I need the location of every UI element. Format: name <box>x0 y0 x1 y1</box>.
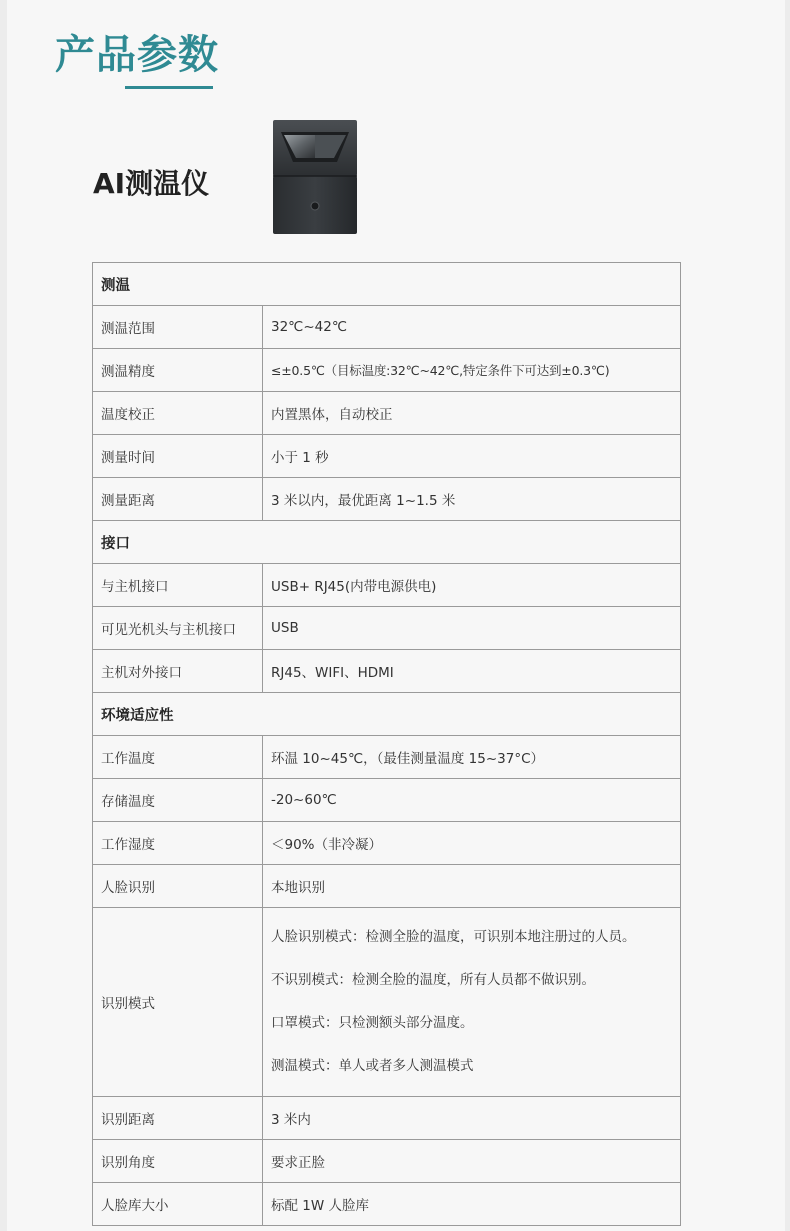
row-label: 工作温度 <box>93 736 263 779</box>
spec-table <box>92 262 681 1226</box>
table-row <box>93 478 681 521</box>
page-background <box>7 0 785 1231</box>
row-value-multiline <box>263 908 681 1097</box>
row-label: 人脸库大小 <box>93 1183 263 1226</box>
table-row <box>93 607 681 650</box>
table-row <box>93 865 681 908</box>
row-value: -20~60℃ <box>263 779 681 822</box>
mode-line: 测温模式：单人或者多人测温模式 <box>271 1058 474 1074</box>
section-row <box>93 693 681 736</box>
table-row <box>93 650 681 693</box>
row-label: 工作湿度 <box>93 822 263 865</box>
mode-line: 口罩模式：只检测额头部分温度。 <box>271 1015 474 1031</box>
row-value: 3 米内 <box>263 1097 681 1140</box>
row-value: RJ45、WIFI、HDMI <box>263 650 681 693</box>
mode-line: 人脸识别模式：检测全脸的温度，可识别本地注册过的人员。 <box>271 929 636 945</box>
row-label: 测量距离 <box>93 478 263 521</box>
row-value: 标配 1W 人脸库 <box>263 1183 681 1226</box>
thermometer-camera-device-icon <box>271 118 359 236</box>
table-row <box>93 736 681 779</box>
title-underline <box>125 86 213 89</box>
row-value: 环温 10~45℃，（最佳测量温度 15~37°C） <box>263 736 681 779</box>
table-row <box>93 306 681 349</box>
row-value: 本地识别 <box>263 865 681 908</box>
row-label: 识别角度 <box>93 1140 263 1183</box>
page-title: 产品参数 <box>55 32 219 78</box>
row-value: 内置黑体，自动校正 <box>263 392 681 435</box>
mode-line: 不识别模式：检测全脸的温度，所有人员都不做识别。 <box>271 972 595 988</box>
table-row <box>93 908 681 1097</box>
row-label: 温度校正 <box>93 392 263 435</box>
table-row <box>93 435 681 478</box>
row-label: 与主机接口 <box>93 564 263 607</box>
table-row <box>93 564 681 607</box>
row-value: 3 米以内，最优距离 1~1.5 米 <box>263 478 681 521</box>
section-row <box>93 263 681 306</box>
section-row <box>93 521 681 564</box>
row-value: 小于 1 秒 <box>263 435 681 478</box>
row-value: 要求正脸 <box>263 1140 681 1183</box>
row-label: 识别距离 <box>93 1097 263 1140</box>
table-row <box>93 822 681 865</box>
row-label: 测温范围 <box>93 306 263 349</box>
row-value: ＜90%（非冷凝） <box>263 822 681 865</box>
row-value: 32℃~42℃ <box>263 306 681 349</box>
row-label: 识别模式 <box>93 908 263 1097</box>
table-row <box>93 779 681 822</box>
row-value: ≤±0.5℃（目标温度:32℃~42℃,特定条件下可达到±0.3℃) <box>263 349 681 392</box>
table-row <box>93 1183 681 1226</box>
product-name: AI测温仪 <box>93 167 210 200</box>
row-label: 人脸识别 <box>93 865 263 908</box>
row-label: 可见光机头与主机接口 <box>93 607 263 650</box>
section-title: 测温 <box>93 263 681 306</box>
row-label: 存储温度 <box>93 779 263 822</box>
row-label: 主机对外接口 <box>93 650 263 693</box>
row-value: USB <box>263 607 681 650</box>
table-row <box>93 349 681 392</box>
row-label: 测温精度 <box>93 349 263 392</box>
row-label: 测量时间 <box>93 435 263 478</box>
table-row <box>93 1140 681 1183</box>
section-title: 环境适应性 <box>93 693 681 736</box>
section-title: 接口 <box>93 521 681 564</box>
table-row <box>93 392 681 435</box>
row-value: USB+ RJ45(内带电源供电) <box>263 564 681 607</box>
table-row <box>93 1097 681 1140</box>
